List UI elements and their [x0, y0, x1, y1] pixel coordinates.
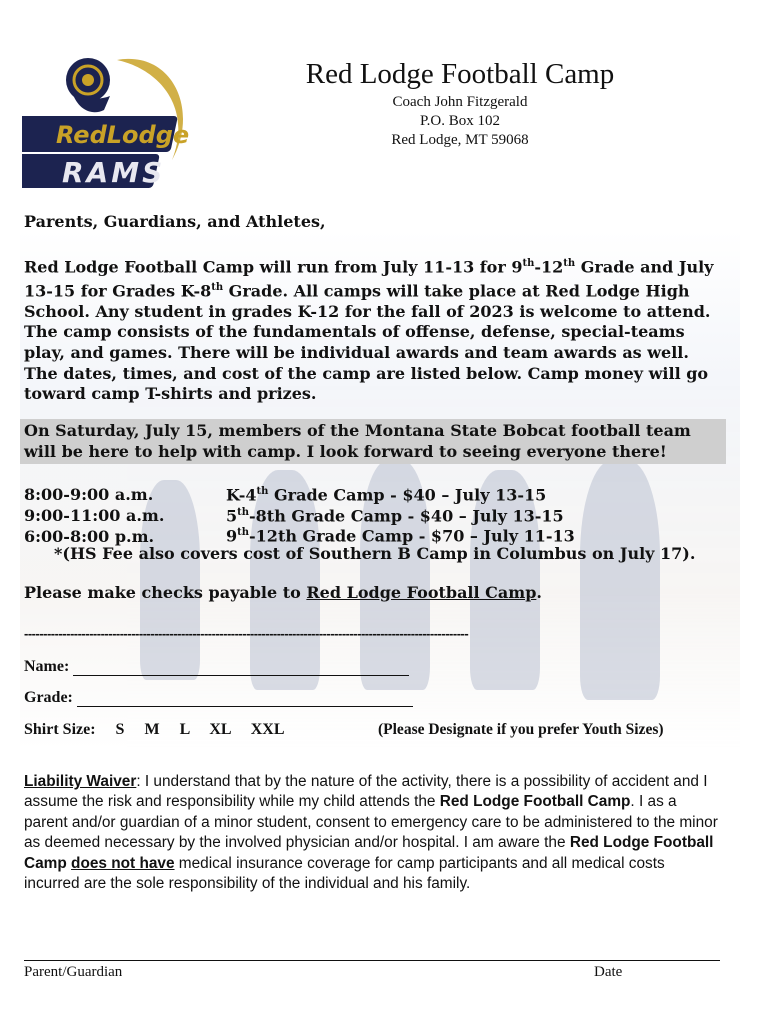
youth-size-note: (Please Designate if you prefer Youth Sizes) [378, 721, 664, 738]
grade-field[interactable]: Grade: [24, 689, 413, 707]
shirt-size-options: Shirt Size: S M L XL XXL [24, 721, 285, 738]
svg-text:RAMS: RAMS [62, 156, 166, 189]
size-xxl[interactable]: XXL [250, 721, 285, 738]
size-m[interactable]: M [144, 721, 160, 738]
date-label: Date [594, 964, 623, 980]
checks-payable: Please make checks payable to Red Lodge Football Camp. [24, 583, 542, 602]
svg-text:RedLodge: RedLodge [56, 121, 190, 149]
hs-fee-note: *(HS Fee also covers cost of Southern B Camp in Columbus on July 17). [54, 543, 696, 563]
city-state: Red Lodge, MT 59068 [391, 132, 529, 148]
liability-waiver: Liability Waiver: I understand that by the nature of the activity, there is a possibility of accident and I assume the risk and responsibility while my child attends the Red Lodge Football Camp. I as a parent and/or guardian of a minor student, consent to emergency care to be administered to the minor as deemed necessary by the involved physician and/or hospital. I am aware the Red Lodge Football Camp does not have medical insurance coverage for camp participants and all medical costs incurred are the sole responsibility of the individual and his family. [24, 773, 718, 893]
red-lodge-rams-logo [22, 50, 198, 190]
greeting: Parents, Guardians, and Athletes, [24, 212, 326, 231]
page-title: Red Lodge Football Camp [305, 58, 615, 90]
coach-name: Coach John Fitzgerald [392, 94, 528, 110]
po-box: P.O. Box 102 [419, 113, 501, 129]
schedule-row: 6:00-8:00 p.m. 9th-12th Grade Camp - $70 – July 11-13 [24, 526, 575, 546]
schedule-row: 8:00-9:00 a.m. K-4th Grade Camp - $40 – July 13-15 [24, 485, 547, 505]
ram-head-icon [66, 58, 110, 112]
name-field[interactable]: Name: [24, 658, 409, 676]
size-l[interactable]: L [179, 721, 190, 738]
size-s[interactable]: S [115, 721, 125, 738]
bobcat-announcement: On Saturday, July 15, members of the Montana State Bobcat football team will be here to help with camp. I look forward to seeing everyone there! [20, 419, 726, 464]
cut-line: -------------------------------------------------------------------------------------------------------------------- [24, 626, 469, 641]
signature-line[interactable] [24, 960, 720, 961]
intro-paragraph: Red Lodge Football Camp will run from July 11-13 for 9th-12th Grade and July 13-15 for Grades K-8th Grade. All camps will take place at Red Lodge High School. Any student in grades K-12 for the fall of 2023 is welcome to attend. The camp consists of the fundamentals of offense, defense, special-teams play, and games. There will be individual awards and team awards as well. The dates, times, and cost of the camp are listed below. Camp money will go toward camp T-shirts and prizes. [24, 257, 714, 404]
size-xl[interactable]: XL [209, 721, 231, 738]
schedule-row: 9:00-11:00 a.m. 5th-8th Grade Camp - $40 – July 13-15 [24, 505, 564, 525]
camp-schedule [24, 482, 724, 564]
parent-guardian-label: Parent/Guardian [24, 964, 123, 980]
